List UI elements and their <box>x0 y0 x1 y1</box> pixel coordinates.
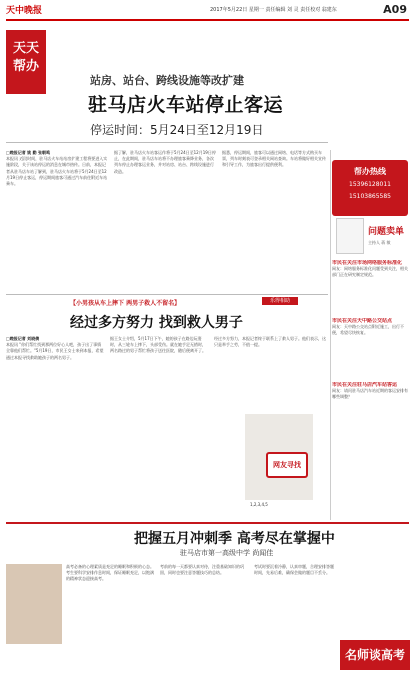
lead-byline: □晚报记者 姚 勤 张朝鸣 <box>6 150 50 155</box>
search-badge: 网友寻找 <box>266 452 308 478</box>
bottom-subtitle: 驻马店市第一高级中学 尚闻佳 <box>180 549 274 557</box>
hotline-box <box>332 160 408 216</box>
bottom-column-3 <box>254 564 334 672</box>
bottom-title: 把握五月冲刺季 高考尽在掌握中 <box>134 531 335 547</box>
middle-col1-text: 本报讯 "你们帮忙找到那两位好心人吧，孩子出了事情全靠他们帮忙。"5月19日，市民王女士来到本报，希望通过本报寻找救助她孩子的两名男子。 <box>6 342 104 360</box>
lead-column-2 <box>114 150 216 290</box>
sidebar-item-body: 网友：网络服务标准化问题受到关注，相关部门正在研究制定规范。 <box>332 266 408 278</box>
sidebar-item-title: 市民在关注天中路公交站点 <box>332 318 393 324</box>
section-label-line1: 天天 <box>12 41 39 56</box>
lead-column-3 <box>222 150 326 290</box>
lead-column-1 <box>6 150 108 290</box>
lead-col3-text: 据悉，停运期间，旅客可以通过网络、电话等方式购买车票，列车时刻表可登录相关网站查询。车站将做好相关宣传和引导工作，为旅客出行提供便利。 <box>222 150 326 168</box>
middle-title: 经过多方努力 找到救人男子 <box>70 315 243 331</box>
middle-phone: 1,2,3,4,5 <box>250 502 268 507</box>
host-name: 主持人 蒋 敏 <box>368 240 391 245</box>
author-photo <box>6 564 62 644</box>
bottom-column-1 <box>66 564 154 672</box>
bottom-col1-text: 高考必备的心理素质是充足的睡眠和积极的心态。考生要科学安排作息时间，保证睡眠充足，以饱满的精神状态迎接高考。 <box>66 564 154 582</box>
middle-col2-text: 据王女士介绍，5月17日下午，她的孩子在路边玩耍时，从三轮车上摔下，头部受伤。就在她手足无措时，两名路过的男子帮忙将孩子送往医院，随后便离开了。 <box>110 336 206 354</box>
lead-col2-text: 据了解，驻马店火车站客运作将于5月24日至12月19日停止，在此期间，驻马店车站将不办理旅客乘降业务，各次列车停止办理客运业务，并对站房、站台、跨线设施进行改造。 <box>114 150 216 174</box>
sidebar-item <box>332 318 410 378</box>
bottom-col3-text: 考试时要沉着冷静，认真审题，合理安排答题时间，先易后难，确保会做的题目不丢分。 <box>254 564 334 576</box>
newspaper-logo: 天中晚报 <box>6 6 43 16</box>
expert-section-title: 问题卖单 <box>368 227 405 237</box>
section-label-box <box>6 30 46 94</box>
sidebar-item <box>332 382 410 442</box>
bottom-column-2 <box>160 564 248 672</box>
middle-byline: □晚报记者 刘晓倩 <box>6 336 40 341</box>
sidebar-item <box>332 260 410 312</box>
date-line: 2017年5月22日 星期一 责任编辑 刘 灵 责任校对 翁建东 <box>210 7 337 13</box>
lead-subhead: 停运时间：5月24日至12月19日 <box>90 123 264 137</box>
hotline-number-1: 15396128011 <box>349 181 391 188</box>
lead-kicker: 站房、站台、跨线设施等改扩建 <box>90 74 244 87</box>
header-divider <box>6 19 409 21</box>
hotline-title: 帮办热线 <box>354 167 386 176</box>
sidebar-item-title: 市民在关注市场网络服务标准化 <box>332 260 403 266</box>
hotline-number-2: 15103865585 <box>349 193 391 200</box>
middle-section-label: 【小男孩从车上摔下 两男子救人不留名】 <box>70 300 181 307</box>
middle-tag: 乐得相助 <box>262 297 298 305</box>
lead-divider <box>6 142 328 143</box>
sidebar-item-title: 市民在关注驻马店汽车站客运 <box>332 382 398 388</box>
section-label-line2: 帮办 <box>12 59 39 74</box>
sidebar-item-body: 网友：天中路公交站点附近施工，出行不便，希望尽快恢复。 <box>332 324 404 336</box>
sidebar-item-body: 网友：请问驻马店汽车站近期的客运安排有哪些调整？ <box>332 388 408 400</box>
bottom-tag: 名师谈高考 <box>340 640 410 670</box>
middle-column-2 <box>110 336 208 516</box>
page-number: A09 <box>383 3 407 16</box>
lead-col1-text: 本报讯 近段时间，驻马店火车站站房扩建工程将要进入实施阶段，关于该站停运的消息在城市热传。日前，本报记者从驻马店车站了解到，驻马店火车站将于5月24日至12月19日停止客运，停运期间旅客可通过汽车前往附近车站乘车。 <box>6 156 108 187</box>
bottom-divider <box>6 522 409 524</box>
host-photo <box>336 218 364 254</box>
lead-headline: 驻马店火车站停止客运 <box>88 94 284 116</box>
middle-column-3 <box>214 336 326 412</box>
bottom-col2-text: 考前的每一天都要认真对待，注重基础知识的巩固，同时也要注意答题技巧的总结。 <box>160 564 244 576</box>
middle-col3-text: 经过多方努力，本报记者终于联系上了救人男子。他们表示，这只是举手之劳，不值一提。 <box>214 336 326 348</box>
sidebar-divider <box>330 150 331 520</box>
middle-divider <box>6 294 328 295</box>
middle-column-1 <box>6 336 104 516</box>
